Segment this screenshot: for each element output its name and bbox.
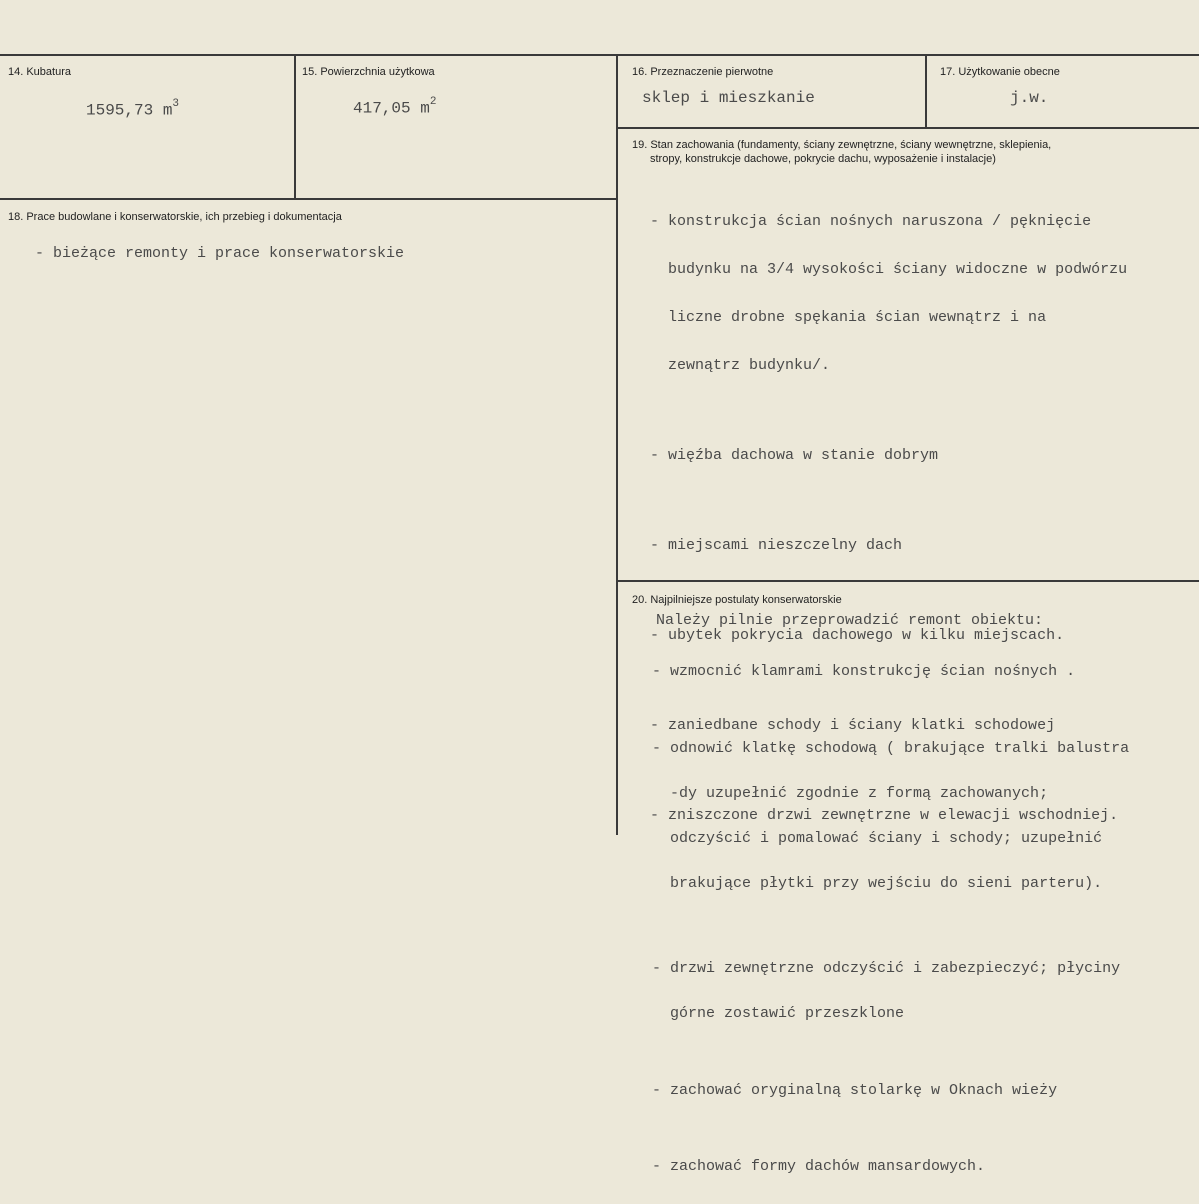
item-line: - więźba dachowa w stanie dobrym	[650, 447, 939, 464]
field-15-number: 417,05 m	[353, 99, 430, 118]
field-20-intro: Należy pilnie przeprowadzić remont obiektu:	[656, 612, 1044, 629]
rule-under-16-17	[616, 127, 1199, 129]
field-16-label: 16. Przeznaczenie pierwotne	[632, 66, 774, 78]
field-20-label: 20. Najpilniejsze postulaty konserwatorskie	[632, 594, 842, 606]
field-15-label: 15. Powierzchnia użytkowa	[302, 66, 435, 78]
field-18-value: - bieżące remonty i prace konserwatorskie	[35, 245, 405, 262]
rule-under-14-15	[0, 198, 618, 200]
field-19-item	[650, 416, 1199, 496]
field-20-item	[652, 1129, 1199, 1204]
item-line: - drzwi zewnętrzne odczyścić i zabezpieczyć; płyciny	[652, 960, 1121, 977]
field-18-label: 18. Prace budowlane i konserwatorskie, ich przebieg i dokumentacja	[8, 211, 342, 223]
item-line: - ubytek pokrycia dachowego w kilku miejscach.	[650, 627, 1065, 644]
field-14-unit-exponent: 3	[172, 98, 180, 110]
item-line: - odnowić klatkę schodową ( brakujące tralki balustra	[652, 740, 1130, 757]
field-14-label: 14. Kubatura	[8, 66, 71, 78]
field-16-value: sklep i mieszkanie	[642, 89, 815, 107]
divider-16-17	[925, 54, 927, 128]
item-line: - zaniedbane schody i ściany klatki schodowej	[650, 717, 1056, 734]
item-line: górne zostawić przeszklone	[652, 1005, 905, 1022]
field-20-item	[652, 711, 1199, 921]
field-15-value	[353, 96, 436, 117]
field-14-number: 1595,73 m	[86, 101, 173, 120]
field-20-item	[652, 634, 1199, 709]
item-line: odczyścić i pomalować ściany i schody; uzupełnić	[652, 830, 1103, 847]
item-line: - konstrukcja ścian nośnych naruszona / pęknięcie	[650, 213, 1092, 230]
item-line: -dy uzupełnić zgodnie z formą zachowanych;	[652, 785, 1049, 802]
item-line: - wzmocnić klamrami konstrukcję ścian nośnych .	[652, 663, 1076, 680]
item-line: liczne drobne spękania ścian wewnątrz i na	[650, 309, 1047, 326]
field-15-unit-exponent: 2	[429, 96, 437, 108]
field-14-value	[86, 98, 179, 119]
field-19-label-line1: 19. Stan zachowania (fundamenty, ściany zewnętrzne, ściany wewnętrzne, sklepienia,	[632, 139, 1052, 151]
field-17-label: 17. Użytkowanie obecne	[940, 66, 1060, 78]
field-19-label-line2: stropy, konstrukcje dachowe, pokrycie dachu, wyposażenie i instalacje)	[650, 153, 996, 165]
divider-15-16	[616, 54, 618, 835]
field-17-value: j.w.	[1010, 89, 1049, 107]
top-rule	[0, 54, 1199, 56]
field-20-item	[652, 1053, 1199, 1128]
item-line: budynku na 3/4 wysokości ściany widoczne w podwórzu	[650, 261, 1128, 278]
item-line: - zachować formy dachów mansardowych.	[652, 1158, 986, 1175]
field-20-item	[652, 931, 1199, 1051]
field-20-list	[652, 634, 1199, 1204]
field-19-item	[650, 506, 1199, 586]
item-line: - miejscami nieszczelny dach	[650, 537, 903, 554]
item-line: zewnątrz budynku/.	[650, 357, 831, 374]
item-line: - zniszczone drzwi zewnętrzne w elewacji wschodniej.	[650, 807, 1119, 824]
item-line: brakujące płytki przy wejściu do sieni parteru).	[652, 875, 1103, 892]
field-19-item	[650, 182, 1199, 406]
item-line: - zachować oryginalną stolarkę w Oknach wieży	[652, 1082, 1058, 1099]
divider-14-15	[294, 54, 296, 199]
